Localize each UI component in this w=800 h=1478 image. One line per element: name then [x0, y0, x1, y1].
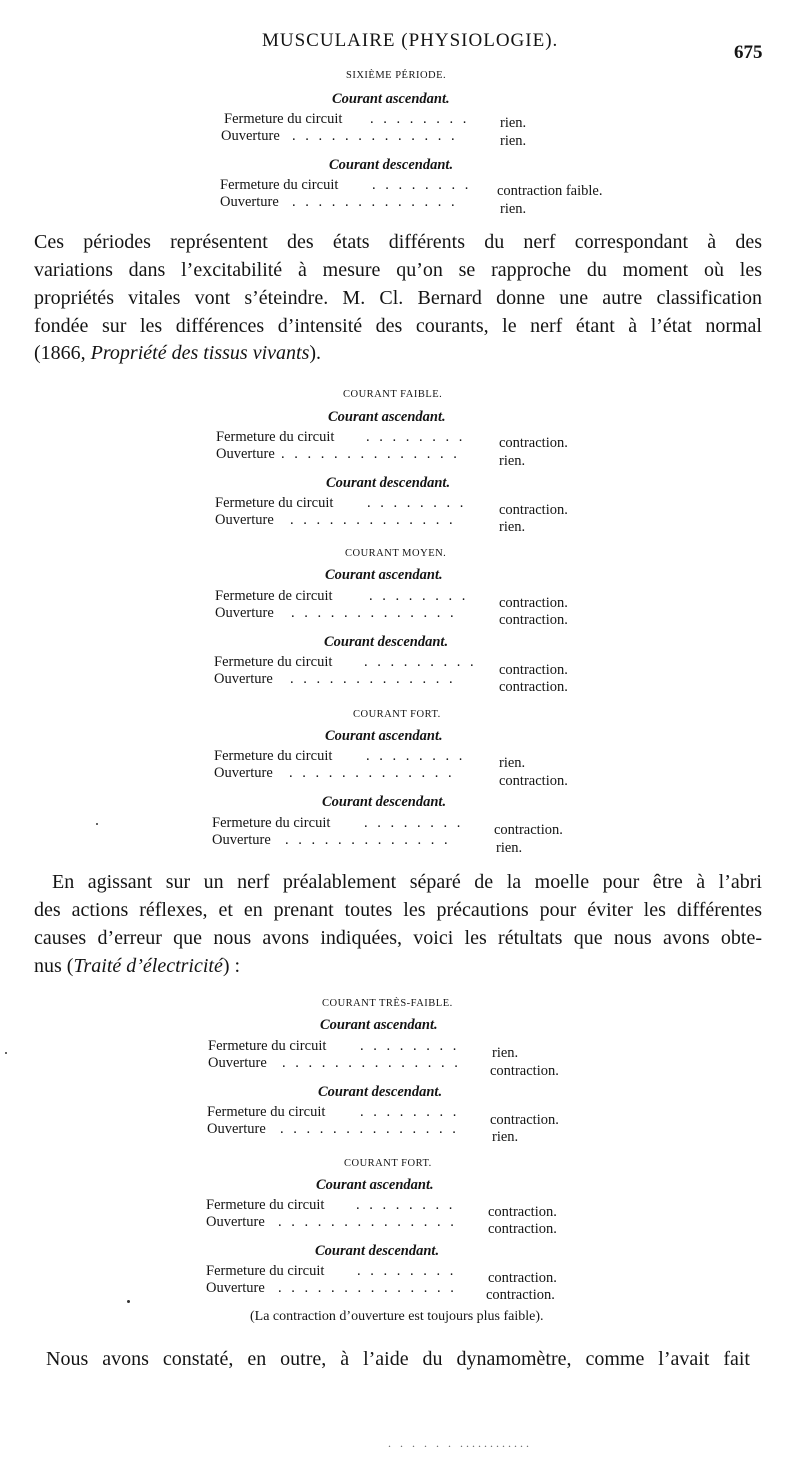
row-result: contraction.: [499, 502, 568, 518]
page-number: 675: [734, 42, 763, 63]
subtitle-courant-descendant: Courant descendant.: [329, 157, 454, 173]
footer-dot-leader: . . . . . . ............: [388, 1436, 532, 1450]
row-result: contraction.: [499, 662, 568, 678]
row-label: Ouverture: [220, 194, 279, 210]
paragraph-line: Ces périodes représentent des états différents du nerf correspondant à des: [34, 231, 762, 253]
row-result: contraction.: [488, 1270, 557, 1286]
row-label: Fermeture du circuit: [214, 748, 333, 764]
row-result: contraction faible.: [497, 183, 603, 199]
row-result: contraction.: [499, 435, 568, 451]
section-title: COURANT FORT.: [344, 1158, 432, 1169]
dot-leader: . . . . . . . . . . . . . .: [278, 1280, 457, 1296]
row-label: Fermeture du circuit: [220, 177, 339, 193]
row-label: Fermeture du circuit: [207, 1104, 326, 1120]
paragraph-line: variations dans l’excitabilité à mesure qu’on se rapproche du moment où les: [34, 259, 762, 281]
dot-leader: . . . . . . . . . . . . . .: [278, 1214, 457, 1230]
dot-leader: . . . . . . . . . . . . .: [285, 832, 451, 848]
subtitle-courant-ascendant: Courant ascendant.: [332, 91, 450, 107]
paragraph-line: Nous avons constaté, en outre, à l’aide du dynamomètre, comme l’avait fait: [46, 1348, 750, 1370]
subtitle-courant-ascendant: Courant ascendant.: [320, 1017, 438, 1033]
scan-speck: [127, 1300, 130, 1303]
row-result: rien.: [492, 1129, 519, 1145]
dot-leader: . . . . . . . .: [366, 429, 466, 445]
row-label: Fermeture du circuit: [224, 111, 343, 127]
section-title: COURANT FAIBLE.: [343, 389, 443, 400]
subtitle-courant-descendant: Courant descendant.: [324, 634, 449, 650]
row-result: contraction.: [486, 1287, 555, 1303]
dot-leader: . . . . . . . . . . . . .: [289, 765, 455, 781]
row-label: Ouverture: [212, 832, 271, 848]
row-result: rien.: [499, 453, 526, 469]
row-label: Ouverture: [221, 128, 280, 144]
dot-leader: . . . . . . . .: [367, 495, 467, 511]
dot-leader: . . . . . . . .: [370, 111, 470, 127]
row-label: Ouverture: [216, 446, 275, 462]
scan-speck: [5, 1052, 7, 1054]
row-label: Ouverture: [206, 1280, 265, 1296]
dot-leader: . . . . . . . .: [372, 177, 472, 193]
subtitle-courant-descendant: Courant descendant.: [315, 1243, 440, 1259]
subtitle-courant-ascendant: Courant ascendant.: [328, 409, 446, 425]
row-label: Ouverture: [214, 671, 273, 687]
dot-leader: . . . . . . . . . . . . . .: [282, 1055, 461, 1071]
dot-leader: . . . . . . . .: [369, 588, 469, 604]
row-result: contraction.: [499, 595, 568, 611]
subtitle-courant-descendant: Courant descendant.: [326, 475, 451, 491]
dot-leader: . . . . . . . .: [366, 748, 466, 764]
paragraph-line: [34, 955, 762, 978]
row-result: contraction.: [499, 679, 568, 695]
row-result: contraction.: [490, 1112, 559, 1128]
row-label: Fermeture de circuit: [215, 588, 333, 604]
section-title: COURANT MOYEN.: [345, 548, 447, 559]
dot-leader: . . . . . . . .: [357, 1263, 457, 1279]
dot-leader: . . . . . . . .: [356, 1197, 456, 1213]
row-result: rien.: [500, 115, 527, 131]
paragraph-line: fondée sur les différences d’intensité des courants, le nerf étant à l’état normal: [34, 315, 762, 337]
row-result: contraction.: [490, 1063, 559, 1079]
dot-leader: . . . . . . . . . . . . .: [292, 128, 458, 144]
row-label: Ouverture: [214, 765, 273, 781]
running-title: MUSCULAIRE (PHYSIOLOGIE).: [262, 30, 559, 51]
dot-leader: . . . . . . . . . . . . .: [290, 671, 456, 687]
row-label: Fermeture du circuit: [206, 1197, 325, 1213]
subtitle-courant-descendant: Courant descendant.: [318, 1084, 443, 1100]
dot-leader: . . . . . . . . . . . . .: [290, 512, 456, 528]
row-label: Fermeture du circuit: [215, 495, 334, 511]
dot-leader: . . . . . . . . .: [364, 654, 477, 670]
text: ).: [309, 342, 322, 364]
row-result: contraction.: [488, 1221, 557, 1237]
row-result: rien.: [496, 840, 523, 856]
subtitle-courant-ascendant: Courant ascendant.: [325, 728, 443, 744]
subtitle-courant-ascendant: Courant ascendant.: [325, 567, 443, 583]
dot-leader: . . . . . . . .: [364, 815, 464, 831]
dot-leader: . . . . . . . .: [360, 1038, 460, 1054]
dot-leader: . . . . . . . . . . . . .: [292, 194, 458, 210]
subtitle-courant-ascendant: Courant ascendant.: [316, 1177, 434, 1193]
paragraph-line: En agissant sur un nerf préalablement séparé de la moelle pour être à l’abri: [52, 871, 762, 893]
dot-leader: . . . . . . . .: [360, 1104, 460, 1120]
scan-speck: [96, 823, 98, 825]
row-label: Fermeture du circuit: [216, 429, 335, 445]
subtitle-courant-descendant: Courant descendant.: [322, 794, 447, 810]
footnote-remark: (La contraction d’ouverture est toujours plus faible).: [250, 1309, 544, 1324]
row-result: contraction.: [499, 773, 568, 789]
row-label: Ouverture: [215, 512, 274, 528]
paragraph-line: des actions réflexes, et en prenant toutes les précautions pour éviter les différentes: [34, 899, 762, 921]
citation-title: Traité d’électricité: [73, 955, 223, 977]
text: ) :: [222, 955, 241, 977]
row-label: Ouverture: [215, 605, 274, 621]
row-result: rien.: [499, 755, 526, 771]
row-result: rien.: [500, 201, 527, 217]
row-result: contraction.: [488, 1204, 557, 1220]
section-title: COURANT FORT.: [353, 709, 441, 720]
row-label: Fermeture du circuit: [214, 654, 333, 670]
row-result: contraction.: [499, 612, 568, 628]
row-result: contraction.: [494, 822, 563, 838]
text: (1866,: [34, 342, 91, 364]
citation-title: Propriété des tissus vivants: [90, 342, 310, 364]
row-label: Ouverture: [206, 1214, 265, 1230]
row-label: Fermeture du circuit: [208, 1038, 327, 1054]
dot-leader: . . . . . . . . . . . . .: [291, 605, 457, 621]
paragraph-line: causes d’erreur que nous avons indiquées, voici les rétultats que nous avons obte-: [34, 927, 762, 949]
row-result: rien.: [499, 519, 526, 535]
row-label: Fermeture du circuit: [212, 815, 331, 831]
section-title: COURANT TRÈS-FAIBLE.: [322, 998, 453, 1009]
text: nus (: [34, 955, 74, 977]
section-title: SIXIÈME PÉRIODE.: [346, 70, 447, 81]
row-label: Fermeture du circuit: [206, 1263, 325, 1279]
paragraph-line: propriétés vitales vont s’éteindre. M. Cl. Bernard donne une autre classification: [34, 287, 762, 309]
row-result: rien.: [492, 1045, 519, 1061]
row-label: Ouverture: [208, 1055, 267, 1071]
row-result: rien.: [500, 133, 527, 149]
row-label: Ouverture: [207, 1121, 266, 1137]
dot-leader: . . . . . . . . . . . . . .: [281, 446, 460, 462]
paragraph-line: [34, 342, 762, 365]
dot-leader: . . . . . . . . . . . . . .: [280, 1121, 459, 1137]
